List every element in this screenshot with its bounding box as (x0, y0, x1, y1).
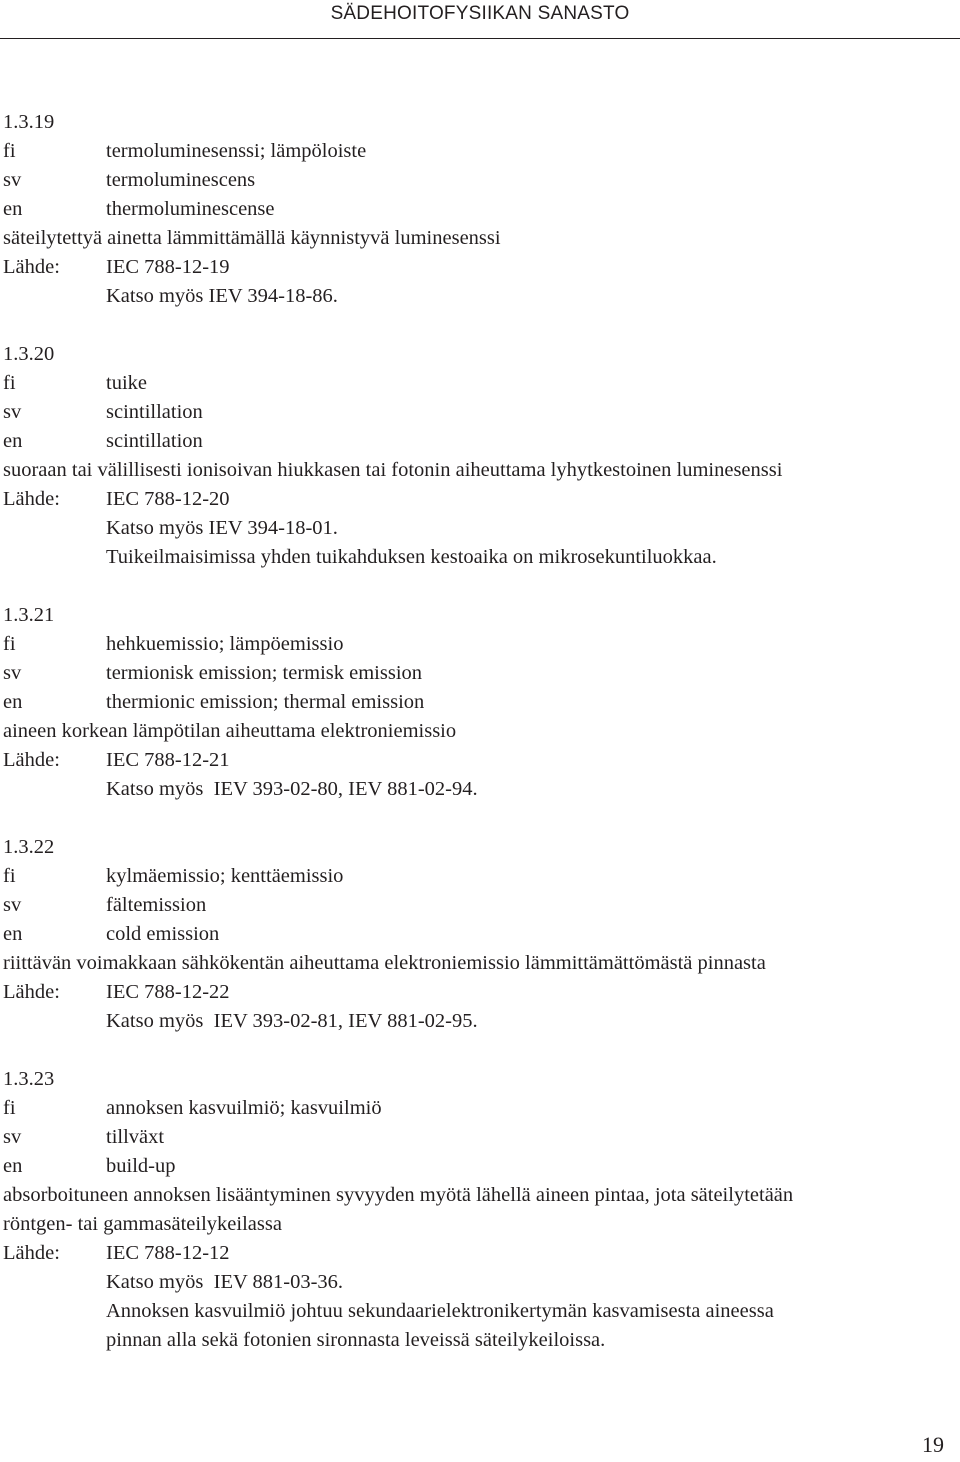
term-row-fi (3, 862, 958, 891)
glossary-entry (3, 601, 958, 804)
glossary-entry (3, 833, 958, 1036)
language-label-en: en (3, 198, 23, 220)
language-label-en: en (3, 430, 23, 452)
term-fi: tuike (106, 372, 147, 394)
term-en: scintillation (106, 430, 203, 452)
language-label-en: en (3, 923, 23, 945)
glossary-entry (3, 1065, 958, 1355)
term-row-sv (3, 398, 958, 427)
term-row-sv (3, 1123, 958, 1152)
page-header (0, 0, 960, 40)
language-label-sv: sv (3, 401, 22, 423)
language-label-sv: sv (3, 894, 22, 916)
source-reference: IEC 788-12-21 (106, 749, 230, 771)
term-en: thermionic emission; thermal emission (106, 691, 425, 713)
header-divider (0, 38, 960, 39)
definition-text-continued: röntgen- tai gammasäteilykeilassa (3, 1213, 282, 1235)
term-row-en (3, 920, 958, 949)
source-row (3, 978, 958, 1007)
language-label-fi: fi (3, 372, 16, 394)
entry-number: 1.3.22 (3, 836, 55, 858)
source-row (3, 1239, 958, 1268)
source-row (3, 253, 958, 282)
source-row (3, 746, 958, 775)
glossary-content (3, 108, 958, 1384)
note-text: Katso myös IEV 394-18-86. (106, 285, 338, 307)
term-fi: termoluminesenssi; lämpöloiste (106, 140, 367, 162)
term-row-en (3, 1152, 958, 1181)
glossary-entry (3, 340, 958, 572)
term-row-fi (3, 137, 958, 166)
note-text: Annoksen kasvuilmiö johtuu sekundaarielektronikertymän kasvamisesta aineessa (106, 1300, 774, 1322)
note-text: Tuikeilmaisimissa yhden tuikahduksen kestoaika on mikrosekuntiluokkaa. (106, 546, 717, 568)
note-text: Katso myös IEV 393-02-80, IEV 881-02-94. (106, 778, 478, 800)
source-reference: IEC 788-12-22 (106, 981, 230, 1003)
language-label-sv: sv (3, 169, 22, 191)
term-row-fi (3, 369, 958, 398)
note-text: Katso myös IEV 393-02-81, IEV 881-02-95. (106, 1010, 478, 1032)
term-row-sv (3, 659, 958, 688)
term-row-sv (3, 891, 958, 920)
source-reference: IEC 788-12-12 (106, 1242, 230, 1264)
language-label-fi: fi (3, 140, 16, 162)
entry-number: 1.3.19 (3, 111, 55, 133)
term-sv: termionisk emission; termisk emission (106, 662, 423, 684)
term-sv: termoluminescens (106, 169, 256, 191)
term-sv: scintillation (106, 401, 203, 423)
definition-text: suoraan tai välillisesti ionisoivan hiukkasen tai fotonin aiheuttama lyhytkestoinen luminesenssi (3, 459, 783, 481)
term-sv: fältemission (106, 894, 207, 916)
term-fi: hehkuemissio; lämpöemissio (106, 633, 344, 655)
note-text: Katso myös IEV 881-03-36. (106, 1271, 344, 1293)
note-text-continued: pinnan alla sekä fotonien sironnasta leveissä säteilykeiloissa. (106, 1329, 606, 1351)
source-label: Lähde: (3, 749, 60, 771)
language-label-fi: fi (3, 865, 16, 887)
term-en: build-up (106, 1155, 176, 1177)
language-label-sv: sv (3, 1126, 22, 1148)
page-number: 19 (922, 1432, 944, 1457)
source-label: Lähde: (3, 256, 60, 278)
language-label-fi: fi (3, 1097, 16, 1119)
definition-text: riittävän voimakkaan sähkökentän aiheuttama elektroniemissio lämmittämättömästä pinnasta (3, 952, 766, 974)
entry-number: 1.3.23 (3, 1068, 55, 1090)
term-fi: kylmäemissio; kenttäemissio (106, 865, 344, 887)
source-label: Lähde: (3, 981, 60, 1003)
term-row-fi (3, 1094, 958, 1123)
note-text: Katso myös IEV 394-18-01. (106, 517, 338, 539)
term-sv: tillväxt (106, 1126, 165, 1148)
source-row (3, 485, 958, 514)
entry-number: 1.3.20 (3, 343, 55, 365)
glossary-entry (3, 108, 958, 311)
term-row-en (3, 688, 958, 717)
term-fi: annoksen kasvuilmiö; kasvuilmiö (106, 1097, 382, 1119)
term-row-en (3, 195, 958, 224)
definition-text: aineen korkean lämpötilan aiheuttama elektroniemissio (3, 720, 457, 742)
term-row-sv (3, 166, 958, 195)
source-reference: IEC 788-12-20 (106, 488, 230, 510)
source-label: Lähde: (3, 488, 60, 510)
source-reference: IEC 788-12-19 (106, 256, 230, 278)
language-label-fi: fi (3, 633, 16, 655)
document-title: SÄDEHOITOFYSIIKAN SANASTO (330, 3, 630, 24)
definition-text: absorboituneen annoksen lisääntyminen syvyyden myötä lähellä aineen pintaa, jota säteilytetään (3, 1184, 794, 1206)
term-row-en (3, 427, 958, 456)
term-en: cold emission (106, 923, 220, 945)
definition-text: säteilytettyä ainetta lämmittämällä käynnistyvä luminesenssi (3, 227, 501, 249)
term-row-fi (3, 630, 958, 659)
language-label-en: en (3, 691, 23, 713)
term-en: thermoluminescense (106, 198, 275, 220)
language-label-sv: sv (3, 662, 22, 684)
entry-number: 1.3.21 (3, 604, 55, 626)
language-label-en: en (3, 1155, 23, 1177)
source-label: Lähde: (3, 1242, 60, 1264)
